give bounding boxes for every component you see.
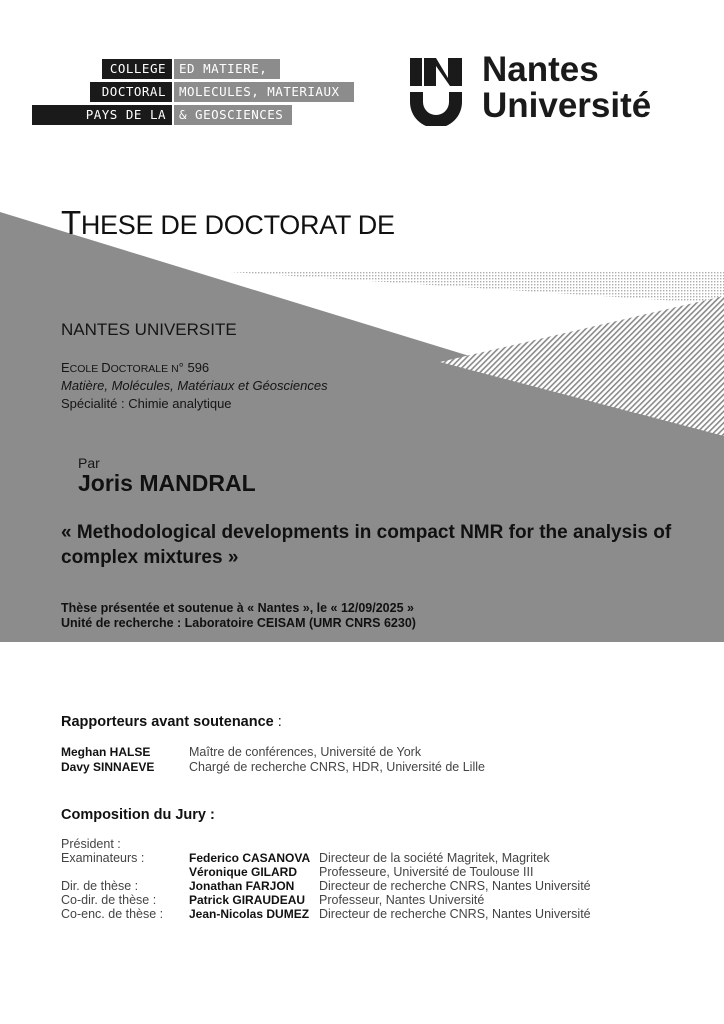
jury-heading: Composition du Jury :	[61, 807, 215, 823]
jury-member-name: Patrick GIRAUDEAU	[189, 893, 306, 907]
jury-member-desc: Directeur de la société Magritek, Magritek	[319, 851, 550, 865]
rapporteurs-heading: Rapporteurs avant soutenance :	[61, 714, 282, 730]
jury-member-desc: Directeur de recherche CNRS, Nantes Université	[319, 879, 591, 893]
nantes-universite-wordmark	[482, 52, 651, 124]
defense-info: Thèse présentée et soutenue à « Nantes », le « 12/09/2025 »	[61, 601, 414, 615]
par-label: Par	[78, 455, 100, 471]
jury-role: Co-dir. de thèse :	[61, 893, 157, 907]
nantes-universite-mark-icon	[410, 58, 462, 126]
jury-role: Président :	[61, 837, 121, 851]
university-name: NANTES UNIVERSITE	[61, 320, 237, 339]
jury-member-name: Véronique GILARD	[189, 865, 298, 879]
logo-universite-text: Université	[482, 86, 652, 125]
logo-pays-de-la-loire-text: PAYS DE LA LOIRE	[32, 105, 172, 125]
logo-nantes-text: Nantes	[482, 50, 599, 89]
title-band-background	[0, 212, 724, 642]
rapporteur-name: Meghan HALSE	[61, 745, 151, 759]
logo-ed-matiere-text: ED MATIERE,	[174, 59, 280, 79]
rapporteur-desc: Chargé de recherche CNRS, HDR, Université de Lille	[189, 760, 485, 774]
research-unit: Unité de recherche : Laboratoire CEISAM (UMR CNRS 6230)	[61, 616, 416, 630]
logo-doctoral-text: DOCTORAL	[90, 82, 172, 102]
ecole-doctorale-label: ECOLE DOCTORALE N° 596	[61, 360, 210, 375]
jury-member-name: Jean-Nicolas DUMEZ	[189, 907, 310, 921]
logo-geosciences-text: & GEOSCIENCES	[174, 105, 292, 125]
logo-molecules-text: MOLECULES, MATERIAUX	[174, 82, 354, 102]
page-title: THESE DE DOCTORAT DE	[61, 204, 395, 241]
jury-member-desc: Professeur, Nantes Université	[319, 893, 485, 907]
jury-member-name: Jonathan FARJON	[189, 879, 295, 893]
jury-member-name: Federico CASANOVA	[189, 851, 311, 865]
jury-role: Examinateurs :	[61, 851, 145, 865]
rapporteur-desc: Maître de conférences, Université de York	[189, 745, 422, 759]
author-name: Joris MANDRAL	[78, 470, 256, 496]
logo-college-text: COLLEGE	[102, 59, 172, 79]
jury-role: Co-enc. de thèse :	[61, 907, 164, 921]
thesis-title: « Methodological developments in compact NMR for the analysis of complex mixtures »	[61, 522, 672, 568]
jury-member-desc: Directeur de recherche CNRS, Nantes Université	[319, 907, 591, 921]
college-doctoral-logo	[32, 56, 362, 142]
specialite: Spécialité : Chimie analytique	[61, 396, 232, 411]
jury-member-desc: Professeure, Université de Toulouse III	[319, 865, 534, 879]
ecole-doctorale-name: Matière, Molécules, Matériaux et Géosciences	[61, 378, 328, 393]
jury-role: Dir. de thèse :	[61, 879, 139, 893]
rapporteur-name: Davy SINNAEVE	[61, 760, 155, 774]
